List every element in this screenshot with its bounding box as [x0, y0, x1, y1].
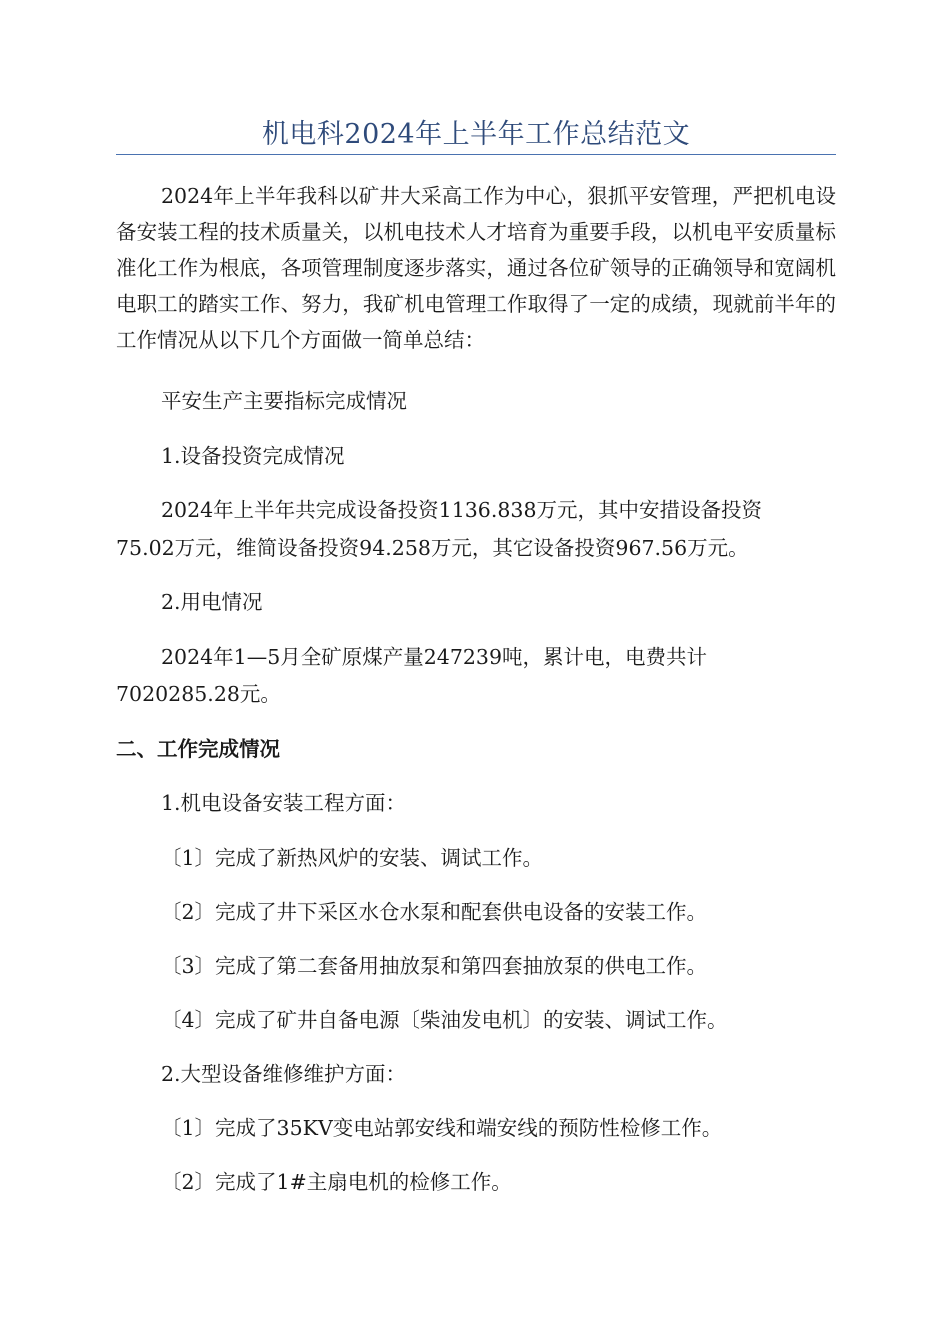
item1-text-line1: 2024年上半年共完成设备投资1136.838万元，其中安措设备投资 [161, 498, 762, 522]
list-item: 〔1〕完成了新热风炉的安装、调试工作。 [161, 846, 544, 870]
item2-text-line1: 2024年1—5月全矿原煤产量247239吨，累计电，电费共计 [161, 645, 708, 669]
item2-text-line2: 7020285.28元。 [116, 682, 281, 706]
item1-title: 1.设备投资完成情况 [161, 444, 345, 468]
list-item: 〔2〕完成了1#主扇电机的检修工作。 [161, 1170, 512, 1194]
item1-text-line2: 75.02万元，维简设备投资94.258万元，其它设备投资967.56万元。 [116, 536, 749, 560]
list-item: 〔1〕完成了35KV变电站郭安线和端安线的预防性检修工作。 [161, 1116, 723, 1140]
list-item: 〔3〕完成了第二套备用抽放泵和第四套抽放泵的供电工作。 [161, 954, 708, 978]
list-item: 〔4〕完成了矿井自备电源〔柴油发电机〕的安装、调试工作。 [161, 1008, 728, 1032]
sub2-title: 2.大型设备维修维护方面： [161, 1062, 407, 1086]
item2-title: 2.用电情况 [161, 590, 263, 614]
title-underline [116, 154, 836, 155]
intro-paragraph: 2024年上半年我科以矿井大采高工作为中心，狠抓平安管理，严把机电设备安装工程的技术质量关，以机电技术人才培育为重要手段，以机电平安质量标准化工作为根底，各项管理制度逐步落实，通过各位矿领导的正确领导和宽阔机电职工的踏实工作、努力，我矿机电管理工作取得了一定的成绩，现就前半年的工作情况从以下几个方面做一简单总结： [116, 184, 836, 352]
section1-heading: 平安生产主要指标完成情况 [161, 389, 407, 413]
sub1-title: 1.机电设备安装工程方面： [161, 791, 407, 815]
list-item: 〔2〕完成了井下采区水仓水泵和配套供电设备的安装工作。 [161, 900, 708, 924]
section2-heading: 二、工作完成情况 [116, 737, 280, 761]
document-title: 机电科2024年上半年工作总结范文 [261, 119, 691, 150]
